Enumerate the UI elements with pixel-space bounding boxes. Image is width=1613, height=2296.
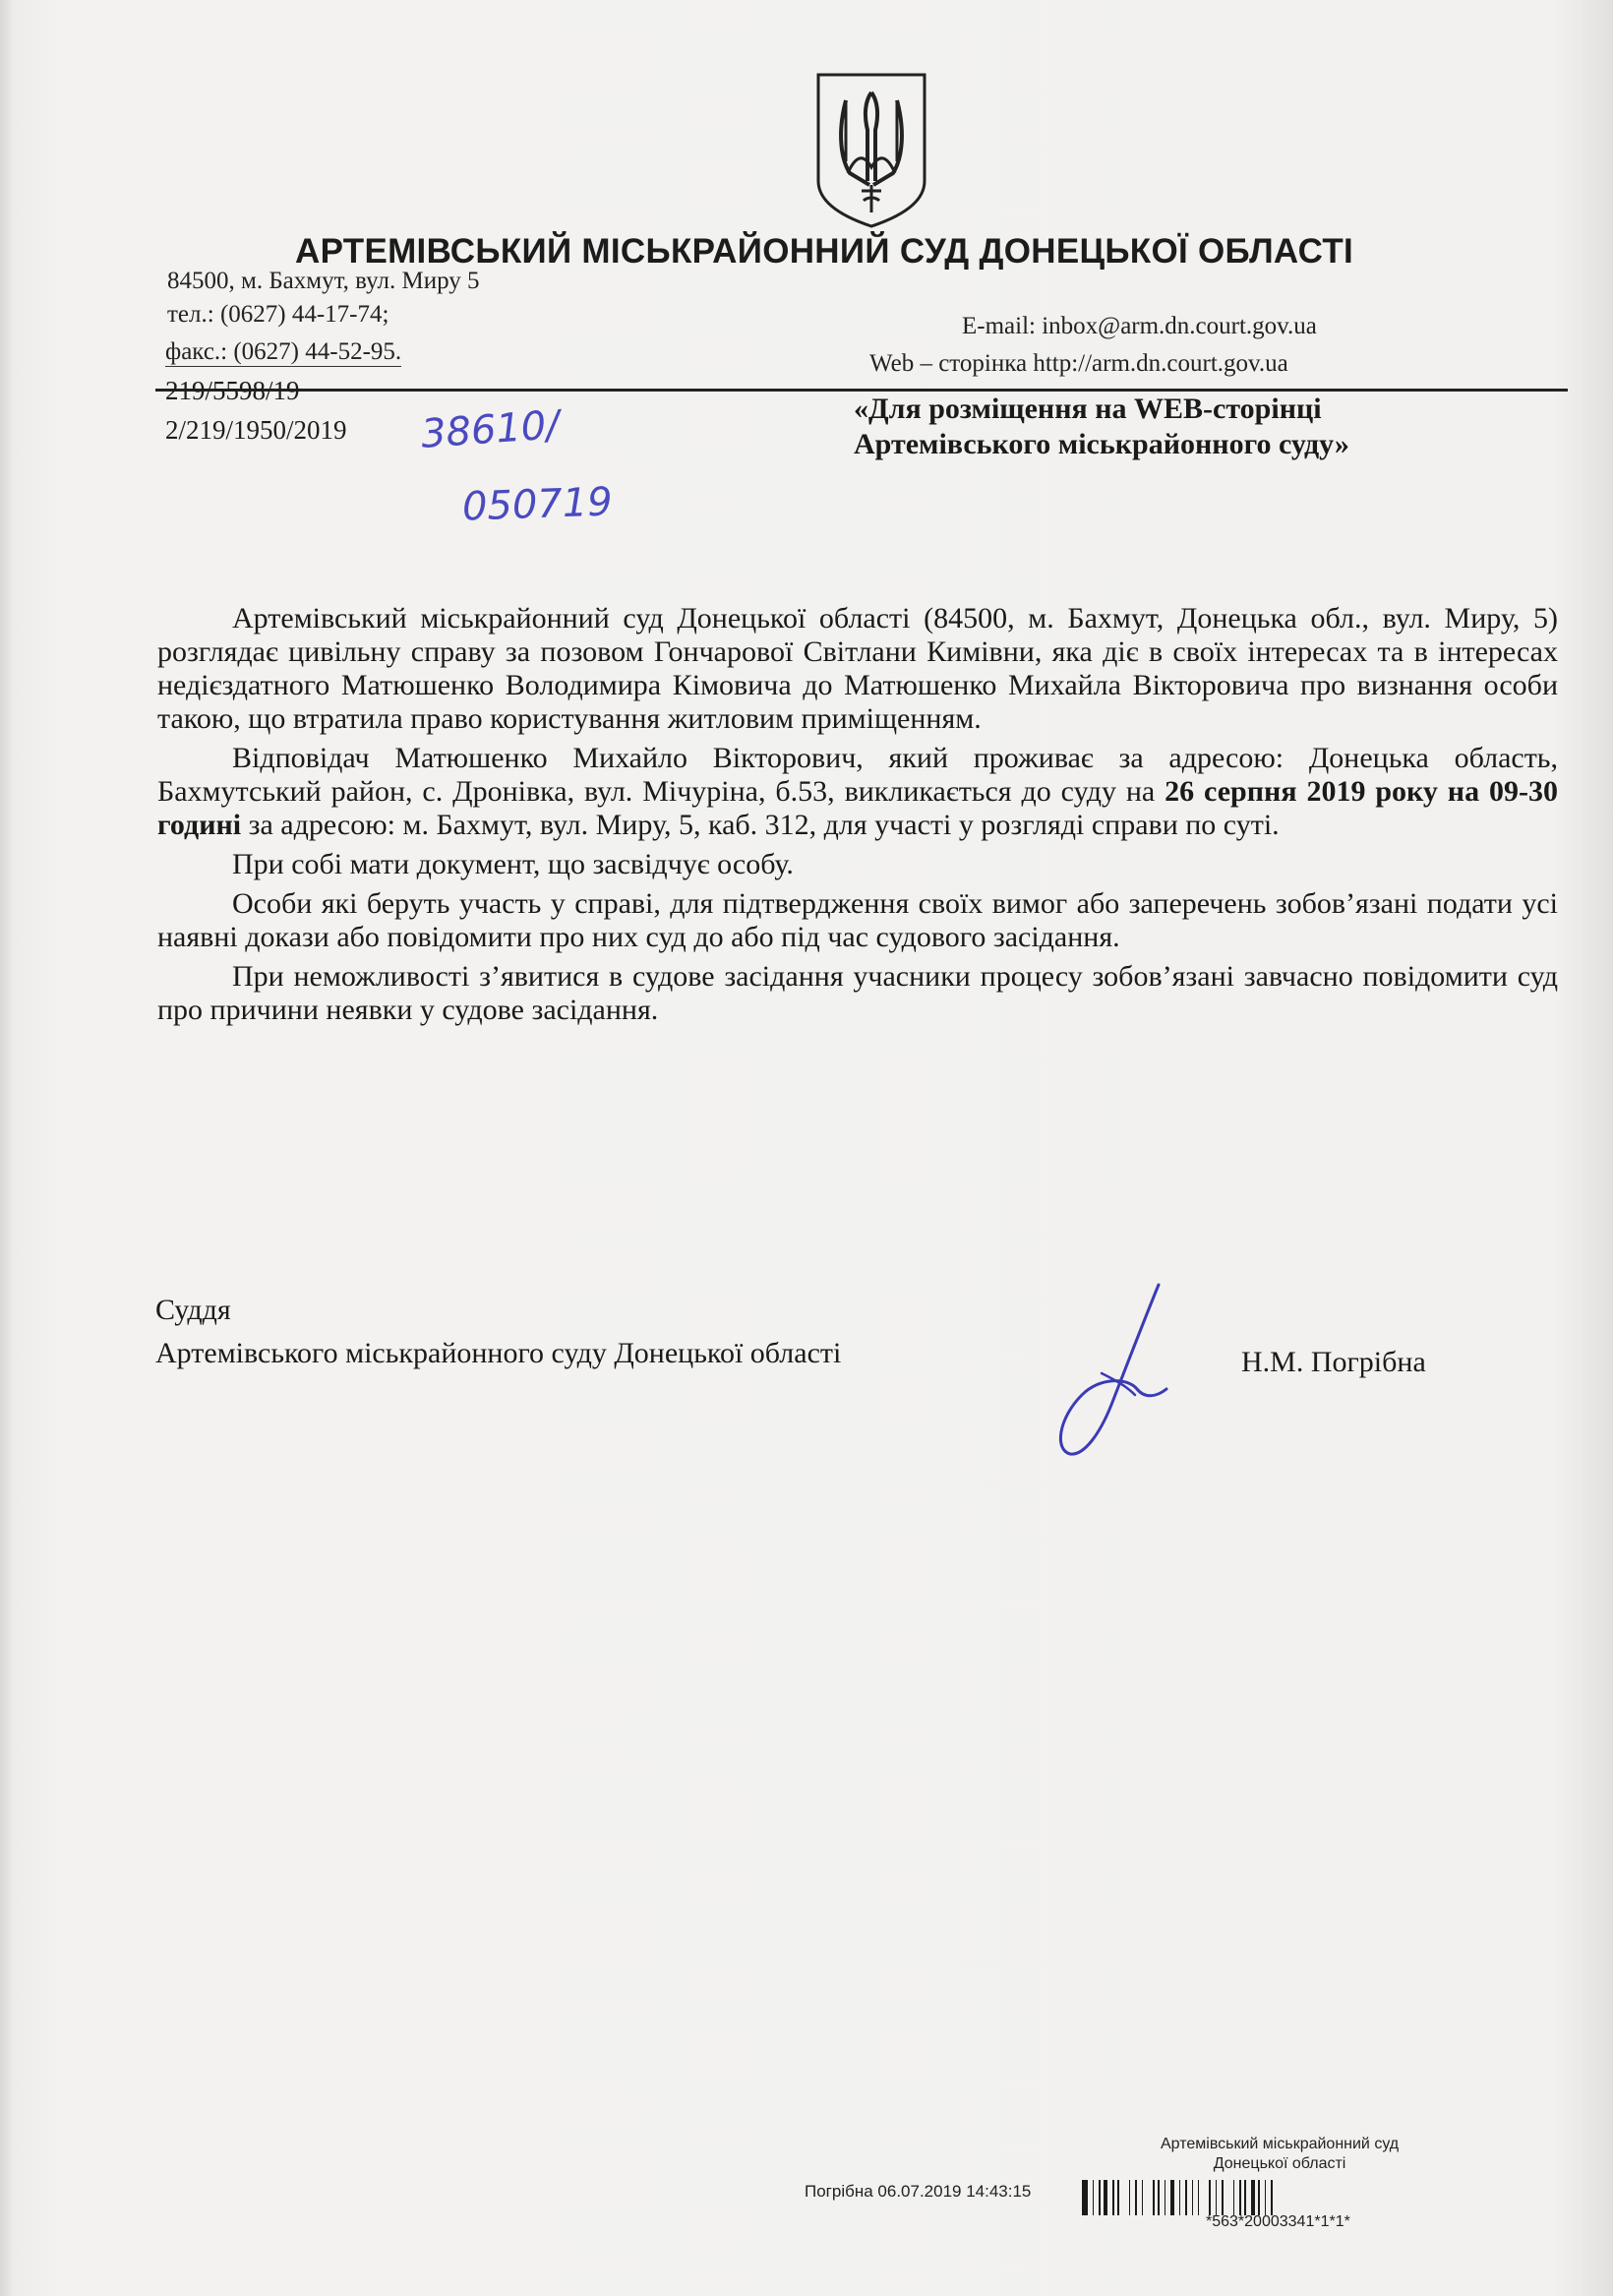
signatory-block xyxy=(155,1289,841,1375)
handwritten-signature xyxy=(1043,1279,1180,1462)
electronic-signature-timestamp: Погрібна 06.07.2019 14:43:15 xyxy=(805,2182,1032,2201)
court-name-heading: АРТЕМІВСЬКИЙ МІСЬКРАЙОННИЙ СУД ДОНЕЦЬКОЇ ОБЛАСТІ xyxy=(295,232,1354,271)
court-phone: тел.: (0627) 44-17-74; xyxy=(167,301,389,328)
handwritten-registration-date: 050719 xyxy=(461,479,614,530)
court-address: 84500, м. Бахмут, вул. Миру 5 xyxy=(167,268,480,294)
hearing-date-time: 26 серпня 2019 року на 09-30 годині xyxy=(157,775,1558,841)
summons-body xyxy=(157,602,1558,1027)
court-website: Web – сторінка http://arm.dn.court.gov.ua xyxy=(869,350,1288,377)
barcode-bar xyxy=(1192,2180,1193,2215)
barcode-bar xyxy=(1153,2180,1155,2215)
barcode-bar xyxy=(1239,2180,1241,2215)
paragraph-identity-document: При собі мати документ, що засвідчує особу. xyxy=(232,848,794,880)
barcode-bar xyxy=(1117,2180,1119,2215)
barcode-bar xyxy=(1185,2180,1187,2215)
coat-of-arms-icon xyxy=(812,71,930,230)
paragraph-evidence: Особи які беруть участь у справі, для підтвердження своїх вимог або заперечень зобов’язані подати усі наявні докази або повідомити про них суд до або під час судового засідання. xyxy=(157,887,1558,953)
barcode-bar xyxy=(1258,2180,1260,2215)
barcode-bar xyxy=(1198,2180,1199,2215)
web-publication-note-line2: Артемівського міськрайонного суду» xyxy=(854,428,1349,460)
barcode-bar xyxy=(1251,2180,1255,2215)
barcode-bar xyxy=(1093,2180,1094,2215)
web-publication-note-line1: «Для розміщення на WEB-сторінці xyxy=(854,393,1322,425)
barcode-bar xyxy=(1233,2180,1234,2215)
barcode-bar xyxy=(1129,2180,1130,2215)
stamp-org-line1: Артемівський міськрайонний суд xyxy=(1161,2136,1400,2152)
handwritten-registration-number: 38610/ xyxy=(419,402,562,457)
barcode-bar xyxy=(1209,2180,1211,2215)
proceeding-number: 2/219/1950/2019 xyxy=(165,415,347,445)
judge-name: Н.М. Погрібна xyxy=(1241,1346,1426,1378)
signatory-organization: Артемівського міськрайонного суду Донецької області xyxy=(155,1337,842,1369)
barcode-bar xyxy=(1222,2180,1224,2215)
barcode-bar xyxy=(1179,2180,1180,2215)
summons-text-start: Відповідач Матюшенко Михайло Вікторович, який проживає за адресою: Донецька область, Бахмутський район, с. Дронівка, вул. Мічуріна, б.53, викликається до суду на xyxy=(157,742,1558,808)
barcode-bar xyxy=(1104,2180,1107,2215)
barcode-bar xyxy=(1099,2180,1101,2215)
barcode-bar xyxy=(1112,2180,1114,2215)
barcode-bar xyxy=(1135,2180,1137,2215)
barcode-bar xyxy=(1142,2180,1143,2215)
barcode-bar xyxy=(1158,2180,1160,2215)
barcode-bar xyxy=(1216,2180,1217,2215)
court-email: E-mail: inbox@arm.dn.court.gov.ua xyxy=(962,313,1317,339)
barcode-bar xyxy=(1082,2180,1088,2215)
electronic-stamp-organization xyxy=(1161,2135,1399,2174)
summons-text-end: за адресою: м. Бахмут, вул. Миру, 5, каб. 312, для участі у розгляді справи по суті. xyxy=(241,809,1280,841)
barcode-bar xyxy=(1170,2180,1174,2215)
barcode-bar xyxy=(1265,2180,1266,2215)
paragraph-absence-notice: При неможливості з’явитися в судове засідання учасники процесу зобов’язані завчасно повідомити суд про причини неявки у судове засідання. xyxy=(157,960,1558,1026)
barcode-number: *563*20003341*1*1* xyxy=(1206,2213,1350,2230)
document-barcode xyxy=(1082,2180,1544,2215)
barcode-bar xyxy=(1244,2180,1246,2215)
stamp-org-line2: Донецької області xyxy=(1213,2155,1346,2172)
court-fax: факс.: (0627) 44-52-95. xyxy=(165,338,402,365)
case-number: 219/5598/19 xyxy=(165,376,300,405)
paragraph-defendant-summons xyxy=(157,742,1558,842)
signatory-role: Суддя xyxy=(155,1294,231,1326)
barcode-bar xyxy=(1271,2180,1273,2215)
paragraph-case-description: Артемівський міськрайонний суд Донецької області (84500, м. Бахмут, Донецька обл., вул. Миру, 5) розглядає цивільну справу за позовом Гончарової Світлани Кимівни, яка діє в своїх інтересах та в інтересах недієздатного Матюшенко Володимира Кімовича до Матюшенко Михайла Вікторовича про визнання особи такою, що втратила право користування житловим приміщенням. xyxy=(157,602,1558,735)
